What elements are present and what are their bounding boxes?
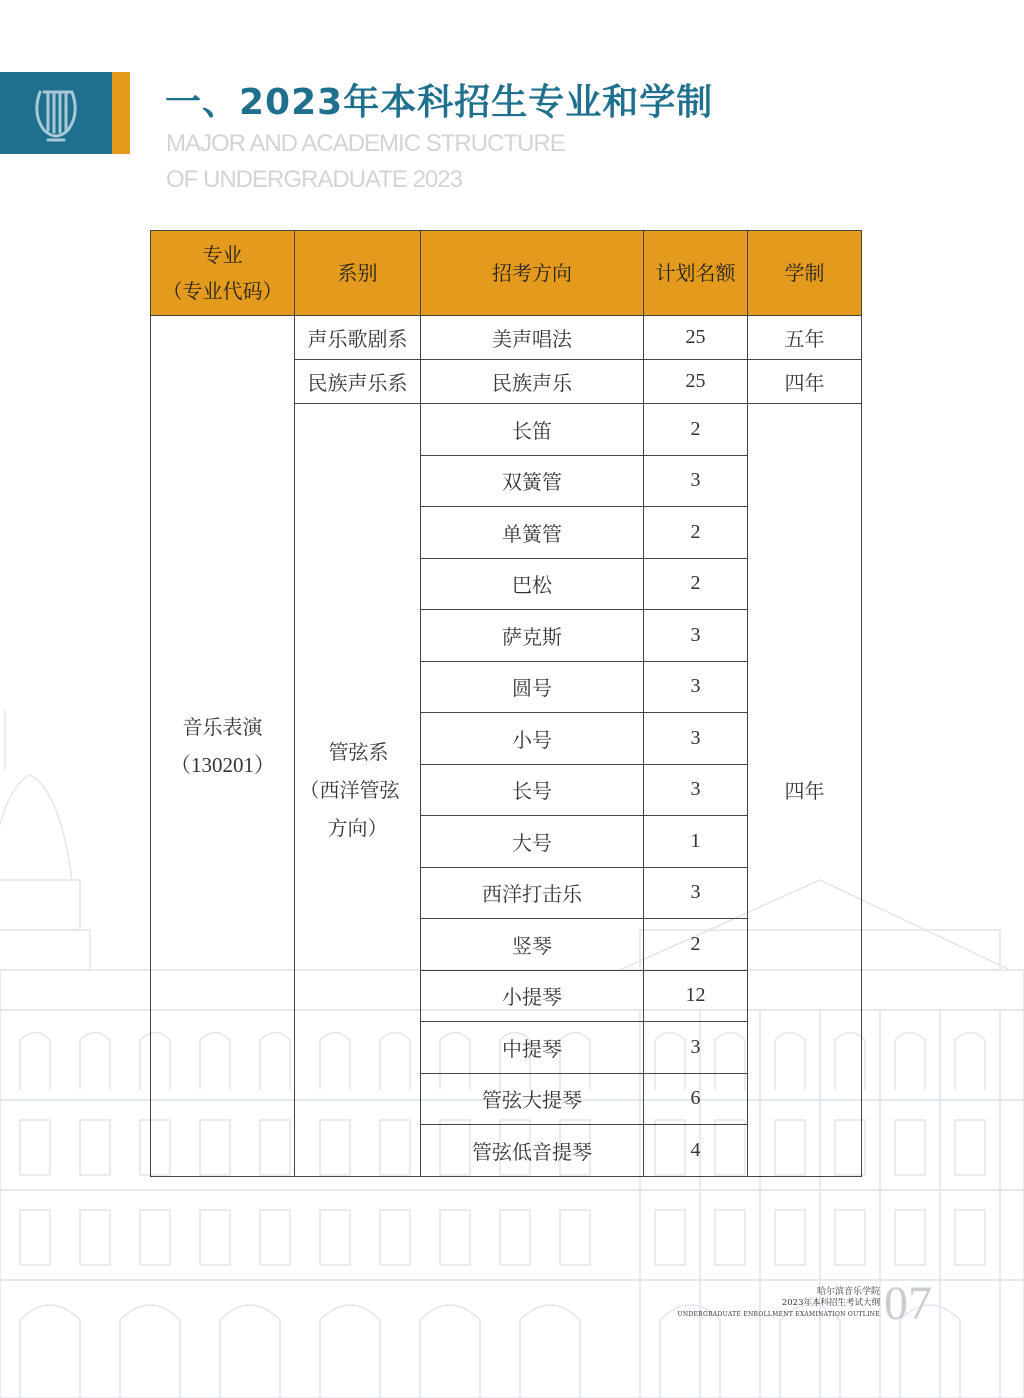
table-row bbox=[151, 316, 862, 360]
quota-cell: 3 bbox=[644, 610, 748, 662]
direction-cell: 巴松 bbox=[421, 558, 644, 610]
orchestra-dept-line1: 管弦系 bbox=[328, 739, 389, 764]
dept-cell: 声乐歌剧系 bbox=[295, 316, 421, 360]
enrollment-plan-table bbox=[150, 230, 862, 1177]
direction-cell: 长笛 bbox=[421, 404, 644, 456]
orchestra-dept-line2: （西洋管弦 bbox=[299, 777, 400, 802]
quota-cell: 4 bbox=[644, 1125, 748, 1177]
direction-cell: 萨克斯 bbox=[421, 610, 644, 662]
quota-cell: 3 bbox=[644, 713, 748, 765]
direction-cell: 双簧管 bbox=[421, 455, 644, 507]
header-direction: 招考方向 bbox=[421, 231, 644, 316]
direction-cell: 管弦大提琴 bbox=[421, 1073, 644, 1125]
direction-cell: 中提琴 bbox=[421, 1022, 644, 1074]
header-quota: 计划名额 bbox=[644, 231, 748, 316]
orchestra-duration-cell: 四年 bbox=[748, 404, 862, 1177]
duration-cell: 五年 bbox=[748, 316, 862, 360]
major-cell bbox=[151, 316, 295, 1177]
quota-cell: 2 bbox=[644, 507, 748, 559]
direction-cell: 小号 bbox=[421, 713, 644, 765]
direction-cell: 竖琴 bbox=[421, 919, 644, 971]
lyre-icon bbox=[30, 84, 82, 144]
direction-cell: 小提琴 bbox=[421, 970, 644, 1022]
page-number: 07 bbox=[884, 1277, 932, 1330]
header-major: 专业 （专业代码） bbox=[151, 231, 295, 316]
quota-cell: 25 bbox=[644, 316, 748, 360]
major-name: 音乐表演 bbox=[182, 714, 263, 739]
header-department: 系别 bbox=[295, 231, 421, 316]
page-subtitle: MAJOR AND ACADEMIC STRUCTURE OF UNDERGRADUATE 2023 bbox=[166, 130, 565, 193]
dept-cell: 民族声乐系 bbox=[295, 360, 421, 404]
footer-doc-title-en: UNDERGRADUATE ENROLLMENT EXAMINATION OUTLINE bbox=[677, 1311, 880, 1318]
quota-cell: 1 bbox=[644, 816, 748, 868]
footer-doc-title: 2023年本科招生考试大纲 bbox=[781, 1298, 880, 1308]
quota-cell: 2 bbox=[644, 404, 748, 456]
direction-cell: 长号 bbox=[421, 764, 644, 816]
quota-cell: 25 bbox=[644, 360, 748, 404]
footer-school: 哈尔滨音乐学院 bbox=[816, 1287, 880, 1297]
direction-cell: 大号 bbox=[421, 816, 644, 868]
direction-cell: 管弦低音提琴 bbox=[421, 1125, 644, 1177]
orchestra-dept-cell bbox=[295, 404, 421, 1177]
page-title: 一、2023年本科招生专业和学制 bbox=[165, 82, 714, 123]
quota-cell: 3 bbox=[644, 455, 748, 507]
direction-cell: 西洋打击乐 bbox=[421, 867, 644, 919]
quota-cell: 2 bbox=[644, 919, 748, 971]
header-duration: 学制 bbox=[748, 231, 862, 316]
footer-text bbox=[677, 1287, 880, 1320]
quota-cell: 3 bbox=[644, 867, 748, 919]
logo-block bbox=[0, 72, 112, 154]
quota-cell: 3 bbox=[644, 1022, 748, 1074]
quota-cell: 6 bbox=[644, 1073, 748, 1125]
orchestra-dept-line3: 方向） bbox=[327, 815, 388, 840]
quota-cell: 3 bbox=[644, 661, 748, 713]
quota-cell: 3 bbox=[644, 764, 748, 816]
quota-cell: 12 bbox=[644, 970, 748, 1022]
direction-cell: 圆号 bbox=[421, 661, 644, 713]
major-code: （130201） bbox=[170, 752, 275, 777]
direction-cell: 美声唱法 bbox=[421, 316, 644, 360]
quota-cell: 2 bbox=[644, 558, 748, 610]
direction-cell: 民族声乐 bbox=[421, 360, 644, 404]
header-accent-bar bbox=[112, 72, 130, 154]
table-header-row bbox=[151, 231, 862, 316]
direction-cell: 单簧管 bbox=[421, 507, 644, 559]
duration-cell: 四年 bbox=[748, 360, 862, 404]
